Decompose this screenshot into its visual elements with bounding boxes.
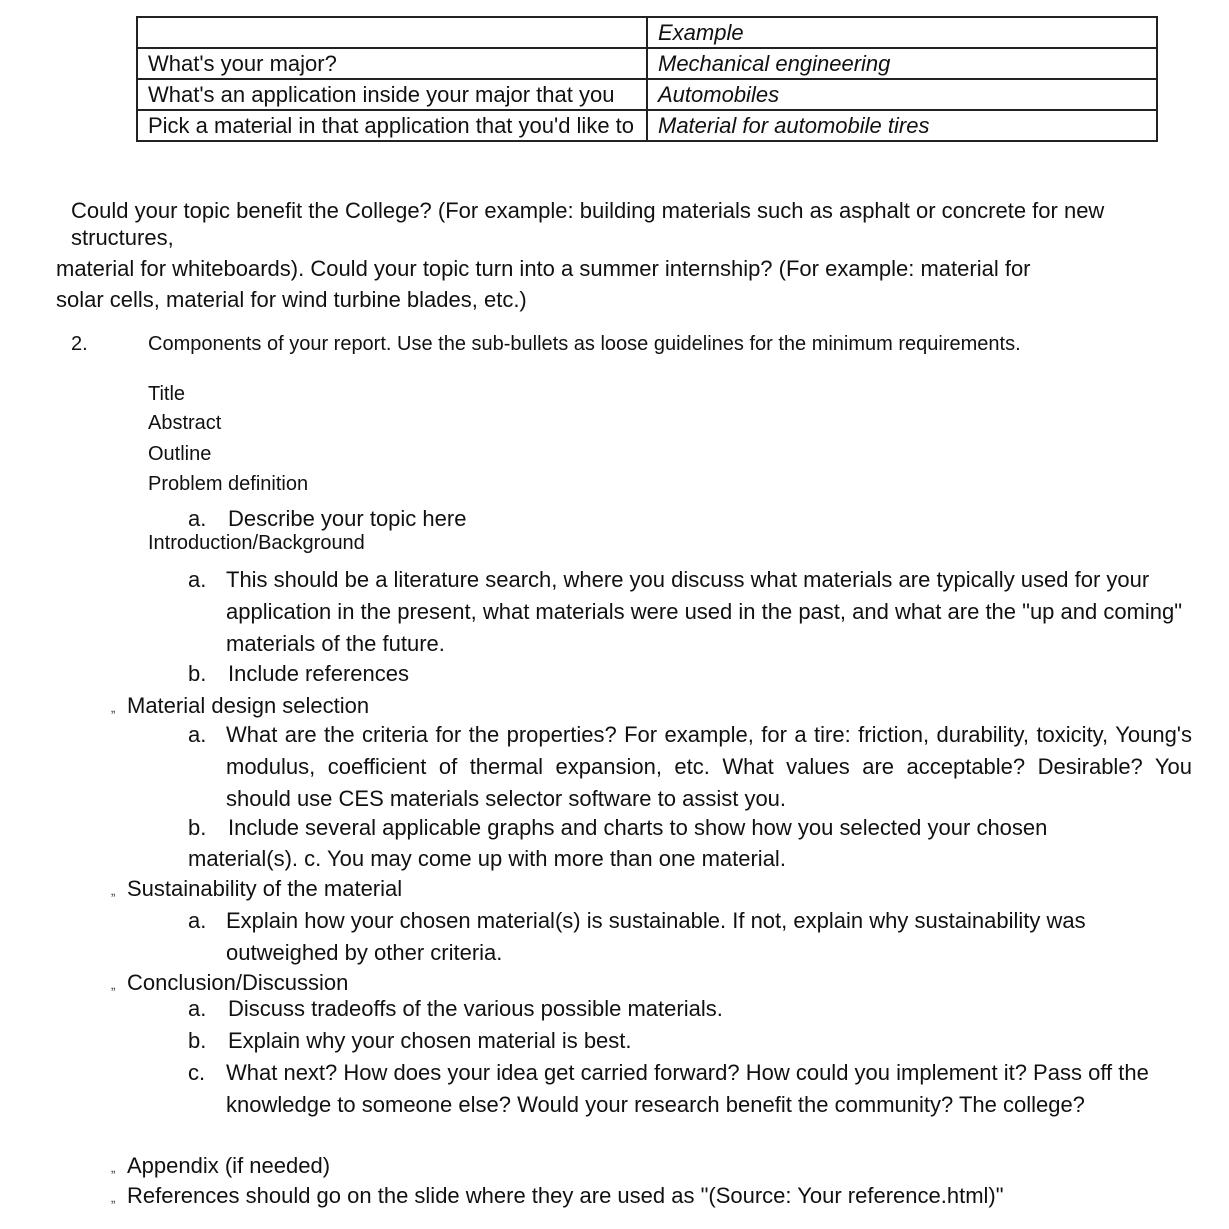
sub-item-design-a: What are the criteria for the properties? For example, for a tire: friction, durability, toxicity, Young's modulus, coefficient of thermal expansion, etc. What values are acceptable? Desirable? You should use CES materials selector software to assist you. <box>226 722 1192 811</box>
sub-marker: a. <box>188 722 207 747</box>
sub-marker: a. <box>188 908 207 933</box>
sub-item-conc-c: What next? How does your idea get carried forward? How could you implement it? Pass off the knowledge to someone else? Would your research benefit the community? The college? <box>226 1060 1149 1117</box>
sub-item-design-b-line1: Include several applicable graphs and charts to show how you selected your chosen <box>228 815 1048 840</box>
list-marker-icon: „ <box>111 883 116 898</box>
sub-item-design-b-line2: material(s). c. You may come up with more than one material. <box>188 846 786 871</box>
bullet-icon:  <box>113 540 124 555</box>
sub-marker: a. <box>188 996 207 1021</box>
sub-item-problem-a: Describe your topic here <box>228 506 467 531</box>
list-marker-icon: „ <box>111 1190 116 1205</box>
item-references: References should go on the slide where they are used as "(Source: Your reference.html)" <box>127 1183 1004 1208</box>
sub-item-conc-a: Discuss tradeoffs of the various possible materials. <box>228 996 723 1021</box>
intro-line-1: Could your topic benefit the College? (For example: building materials such as asphalt or concrete for new <box>71 198 1105 223</box>
section-number: 2. <box>71 333 88 355</box>
bullet-icon:  <box>113 420 124 435</box>
sub-marker: b. <box>188 815 207 840</box>
table-question: Pick a material in that application that you'd like to <box>137 110 647 141</box>
table-example: Mechanical engineering <box>647 48 1157 79</box>
intro-line-4: solar cells, material for wind turbine blades, etc.) <box>56 287 527 312</box>
sub-marker: a. <box>188 567 207 592</box>
table-row <box>137 79 1157 110</box>
table-question: What's your major? <box>137 48 647 79</box>
list-marker-icon: „ <box>111 700 116 715</box>
sub-marker: a. <box>188 506 207 531</box>
bullet-icon:  <box>113 451 124 466</box>
item-outline: Outline <box>148 443 212 465</box>
table-example: Material for automobile tires <box>647 110 1157 141</box>
item-sustainability: Sustainability of the material <box>127 876 403 901</box>
table-example: Automobiles <box>647 79 1157 110</box>
item-material-design: Material design selection <box>127 693 370 718</box>
bullet-icon:  <box>113 481 124 496</box>
bullet-icon:  <box>113 391 124 406</box>
sub-marker: b. <box>188 661 207 686</box>
list-marker-icon: „ <box>111 977 116 992</box>
table-row <box>137 48 1157 79</box>
intro-line-2: structures, <box>71 225 174 250</box>
item-problem-definition: Problem definition <box>148 473 309 495</box>
item-conclusion: Conclusion/Discussion <box>127 970 349 995</box>
sub-marker: c. <box>188 1060 206 1085</box>
item-appendix: Appendix (if needed) <box>127 1153 331 1178</box>
sub-item-intro-a: This should be a literature search, where you discuss what materials are typically used for your application in the present, what materials were used in the past, and what are the "up and coming" materials of the future. <box>226 567 1183 656</box>
question-table <box>136 16 1158 142</box>
table-header-example: Example <box>647 17 1157 48</box>
sub-item-sustain-a: Explain how your chosen material(s) is sustainable. If not, explain why sustainability was outweighed by other criteria. <box>226 908 1086 965</box>
table-row <box>137 110 1157 141</box>
table-header-blank <box>137 17 647 48</box>
list-marker-icon: „ <box>111 1160 116 1175</box>
table-question: What's an application inside your major that you <box>137 79 647 110</box>
section-heading: Components of your report. Use the sub-bullets as loose guidelines for the minimum requirements. <box>148 333 1021 355</box>
item-abstract: Abstract <box>148 412 222 434</box>
sub-item-conc-b: Explain why your chosen material is best. <box>228 1028 632 1053</box>
table-header-row <box>137 17 1157 48</box>
sub-marker: b. <box>188 1028 207 1053</box>
sub-item-intro-b: Include references <box>228 661 409 686</box>
item-title: Title <box>148 383 186 405</box>
intro-line-3: material for whiteboards). Could your topic turn into a summer internship? (For example: material for <box>56 256 1031 281</box>
item-introduction: Introduction/Background <box>148 532 365 554</box>
